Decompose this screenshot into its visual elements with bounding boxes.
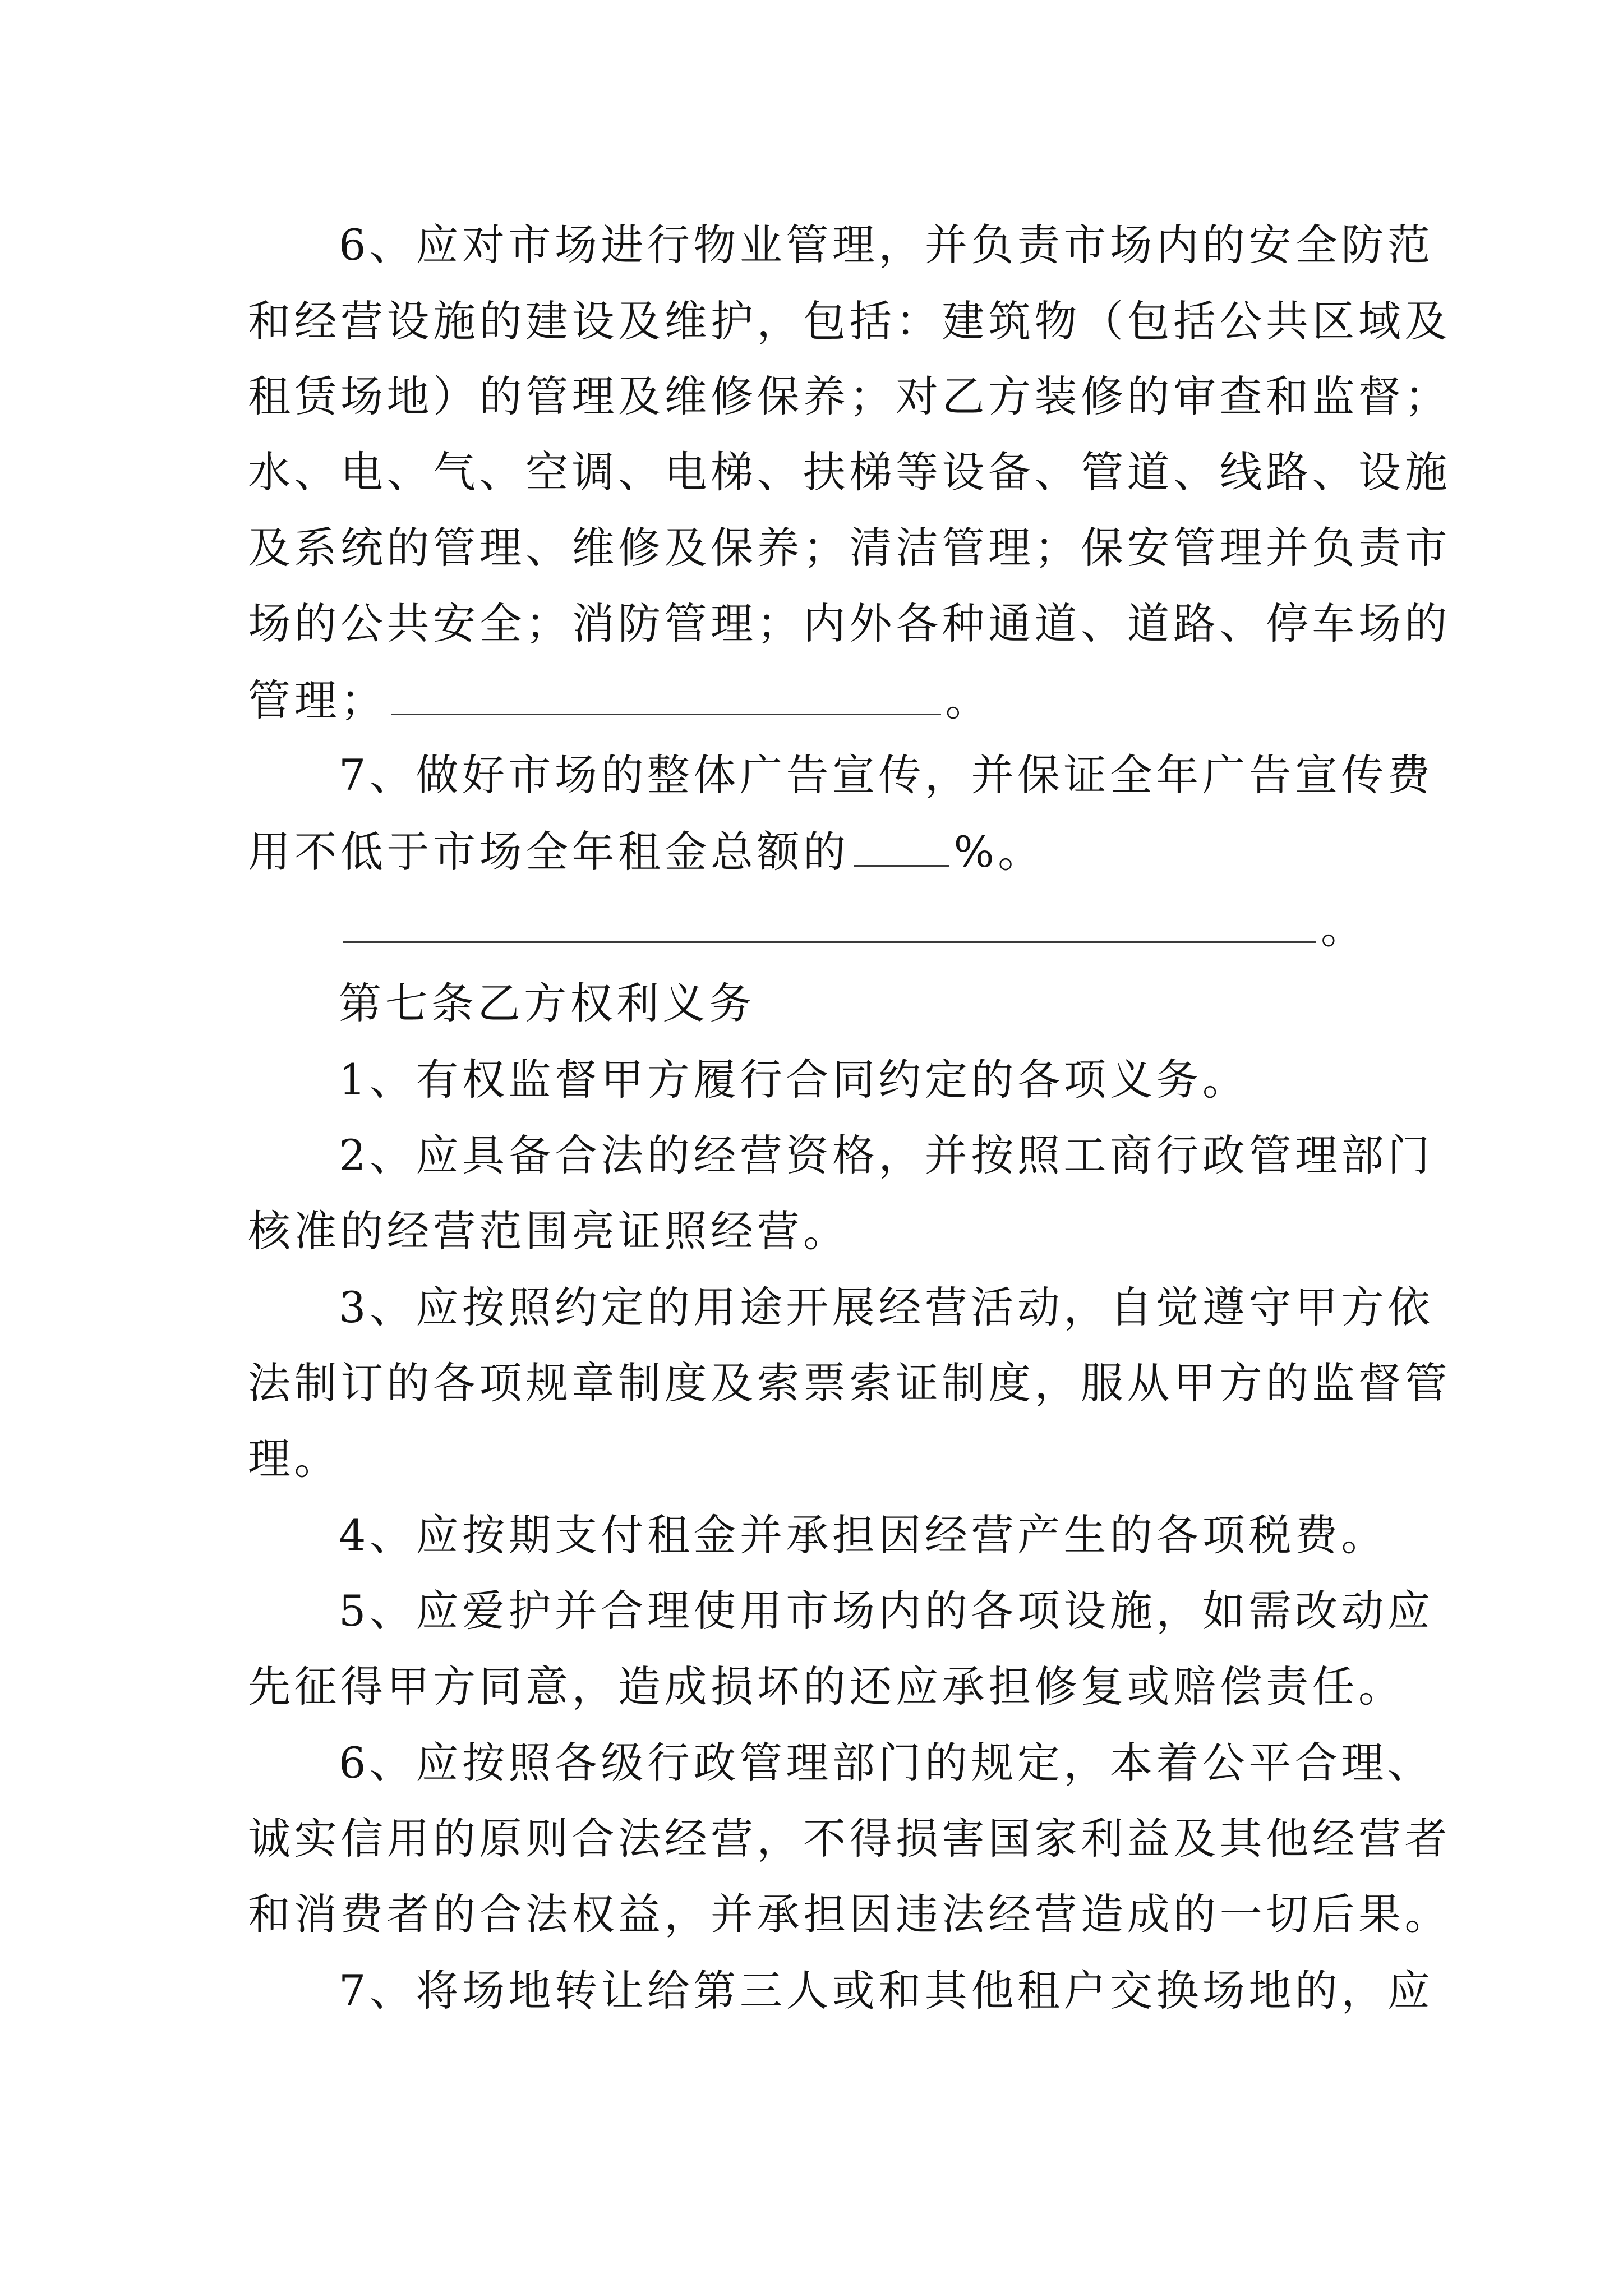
paragraph-line: 2、应具备合法的经营资格，并按照工商行政管理部门: [339, 1130, 1434, 1180]
percentage-blank[interactable]: [854, 826, 949, 867]
line-text: 用不低于市场全年租金总额的: [248, 827, 850, 877]
paragraph-line: 场的公共安全；消防管理；内外各种通道、道路、停车场的: [248, 599, 1451, 648]
paragraph-line: 4、应按期支付租金并承担因经营产生的各项税费。: [339, 1510, 1387, 1560]
paragraph-line: 5、应爱护并合理使用市场内的各项设施，如需改动应: [339, 1586, 1434, 1636]
paragraph-line: [339, 902, 1367, 954]
paragraph-line: 诚实信用的原则合法经营，不得损害国家利益及其他经营者: [248, 1814, 1451, 1864]
line-text: %。: [953, 827, 1044, 877]
paragraph-line: 7、做好市场的整体广告宣传，并保证全年广告宣传费: [339, 750, 1434, 800]
paragraph-line: 6、应按照各级行政管理部门的规定，本着公平合理、: [339, 1738, 1434, 1788]
line-text: 管理；: [248, 675, 387, 725]
paragraph-line: [248, 826, 1044, 877]
paragraph-line: 理。: [248, 1434, 340, 1484]
fill-in-blank[interactable]: [391, 674, 941, 715]
paragraph-line: 7、将场地转让给第三人或和其他租户交换场地的，应: [339, 1966, 1434, 2016]
paragraph-line: 3、应按照约定的用途开展经营活动，自觉遵守甲方依: [339, 1282, 1434, 1332]
line-text: 。: [1321, 903, 1367, 953]
paragraph-line: 核准的经营范围亮证照经营。: [248, 1206, 850, 1256]
fill-in-blank[interactable]: [343, 902, 1316, 943]
paragraph-line: 法制订的各项规章制度及索票索证制度，服从甲方的监督管: [248, 1358, 1451, 1408]
paragraph-line: 6、应对市场进行物业管理，并负责市场内的安全防范: [339, 220, 1434, 270]
paragraph-line: 先征得甲方同意，造成损坏的还应承担修复或赔偿责任。: [248, 1662, 1405, 1711]
paragraph-line: 和消费者的合法权益，并承担因违法经营造成的一切后果。: [248, 1889, 1451, 1939]
paragraph-line: 及系统的管理、维修及保养；清洁管理；保安管理并负责市: [248, 523, 1451, 573]
line-text: 。: [945, 675, 992, 725]
paragraph-line: 和经营设施的建设及维护，包括：建筑物（包括公共区域及: [248, 296, 1451, 346]
paragraph-line: 租赁场地）的管理及维修保养；对乙方装修的审查和监督；: [248, 371, 1451, 421]
paragraph-line: 水、电、气、空调、电梯、扶梯等设备、管道、线路、设施: [248, 447, 1451, 497]
paragraph-line: 1、有权监督甲方履行合同约定的各项义务。: [339, 1055, 1249, 1105]
paragraph-line: [248, 674, 992, 726]
section-heading: 第七条乙方权利义务: [339, 978, 755, 1028]
